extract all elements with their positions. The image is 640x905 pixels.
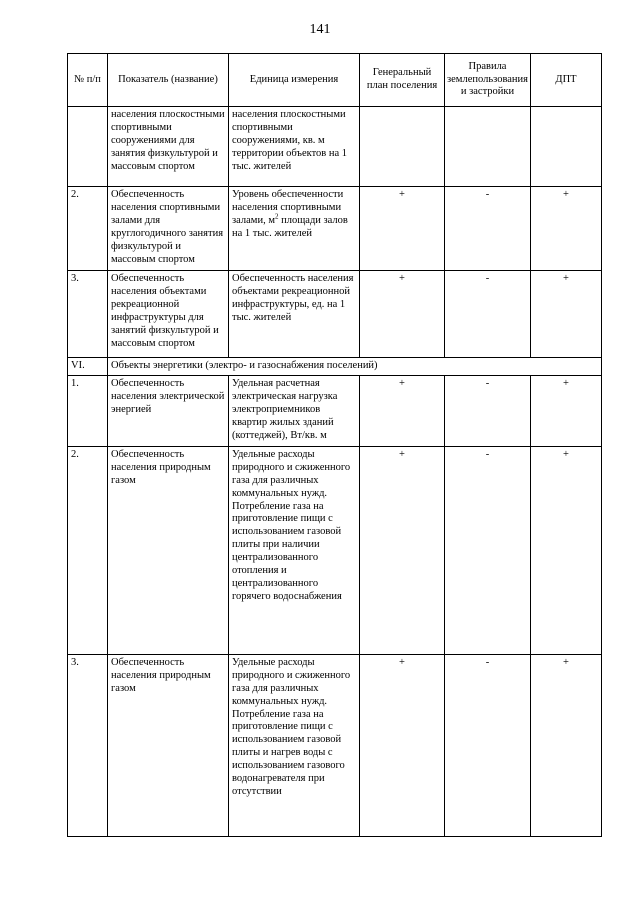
row-general-plan: + <box>360 375 445 446</box>
page-number: 141 <box>309 22 331 37</box>
row-num: 2. <box>68 187 108 271</box>
indicators-table <box>67 53 602 837</box>
row-land-rules: - <box>445 187 531 271</box>
row-dpt: + <box>531 271 602 358</box>
row-num: 2. <box>68 446 108 654</box>
unit-superscript: 2 <box>274 212 279 221</box>
row-land-rules <box>445 107 531 187</box>
row-general-plan: + <box>360 187 445 271</box>
header-general-plan: Генеральный план поселения <box>360 54 445 107</box>
section-title: Объекты энергетики (электро- и газоснабжения поселений) <box>108 358 602 376</box>
section-row <box>68 358 602 376</box>
unit-text: Уровень обеспеченности населения спортивными залами, м <box>232 189 344 226</box>
row-dpt: + <box>531 654 602 836</box>
row-indicator: Обеспеченность населения природным газом <box>108 446 229 654</box>
row-general-plan: + <box>360 271 445 358</box>
row-dpt: + <box>531 187 602 271</box>
row-num <box>68 107 108 187</box>
table-row <box>68 271 602 358</box>
row-unit <box>229 187 360 271</box>
row-dpt <box>531 107 602 187</box>
header-dpt: ДПТ <box>531 54 602 107</box>
header-indicator: Показатель (название) <box>108 54 229 107</box>
table-row <box>68 446 602 654</box>
row-dpt: + <box>531 446 602 654</box>
row-general-plan <box>360 107 445 187</box>
row-land-rules: - <box>445 375 531 446</box>
table-row <box>68 375 602 446</box>
unit-text-tail: площади залов на 1 тыс. жителей <box>232 214 348 239</box>
table-row <box>68 187 602 271</box>
row-num: 3. <box>68 271 108 358</box>
row-unit: Обеспеченность населения объектами рекреационной инфраструктуры, ед. на 1 тыс. жителей <box>229 271 360 358</box>
table-row <box>68 107 602 187</box>
header-land-rules: Правила землепользования и застройки <box>445 54 531 107</box>
table-row <box>68 654 602 836</box>
row-indicator: Обеспеченность населения объектами рекреационной инфраструктуры для занятий физкультурой и массовым спортом <box>108 271 229 358</box>
header-unit: Единица измерения <box>229 54 360 107</box>
row-indicator: Обеспеченность населения электрической энергией <box>108 375 229 446</box>
row-unit: населения плоскостными спортивными сооружениями, кв. м территории объектов на 1 тыс. жителей <box>229 107 360 187</box>
row-indicator: Обеспеченность населения спортивными залами для круглогодичного занятия физкультурой и массовым спортом <box>108 187 229 271</box>
row-num: 1. <box>68 375 108 446</box>
table-header-row <box>68 54 602 107</box>
section-num: VI. <box>68 358 108 376</box>
row-num: 3. <box>68 654 108 836</box>
row-unit: Удельные расходы природного и сжиженного газа для различных коммунальных нужд. Потребление газа на приготовление пищи с использованием газовой плиты при наличии централизованного отопления и централизованного горячего водоснабжения <box>229 446 360 654</box>
row-dpt: + <box>531 375 602 446</box>
row-general-plan: + <box>360 446 445 654</box>
header-num: № п/п <box>68 54 108 107</box>
row-indicator: Обеспеченность населения природным газом <box>108 654 229 836</box>
row-land-rules: - <box>445 271 531 358</box>
row-indicator: населения плоскостными спортивными сооружениями для занятия физкультурой и массовым спортом <box>108 107 229 187</box>
row-unit: Удельная расчетная электрическая нагрузка электроприемников квартир жилых зданий (коттеджей), Вт/кв. м <box>229 375 360 446</box>
row-unit: Удельные расходы природного и сжиженного газа для различных коммунальных нужд. Потребление газа на приготовление пищи с использованием газовой плиты и нагрев воды с использованием газового водонагревателя при отсутствии <box>229 654 360 836</box>
row-land-rules: - <box>445 446 531 654</box>
row-general-plan: + <box>360 654 445 836</box>
row-land-rules: - <box>445 654 531 836</box>
